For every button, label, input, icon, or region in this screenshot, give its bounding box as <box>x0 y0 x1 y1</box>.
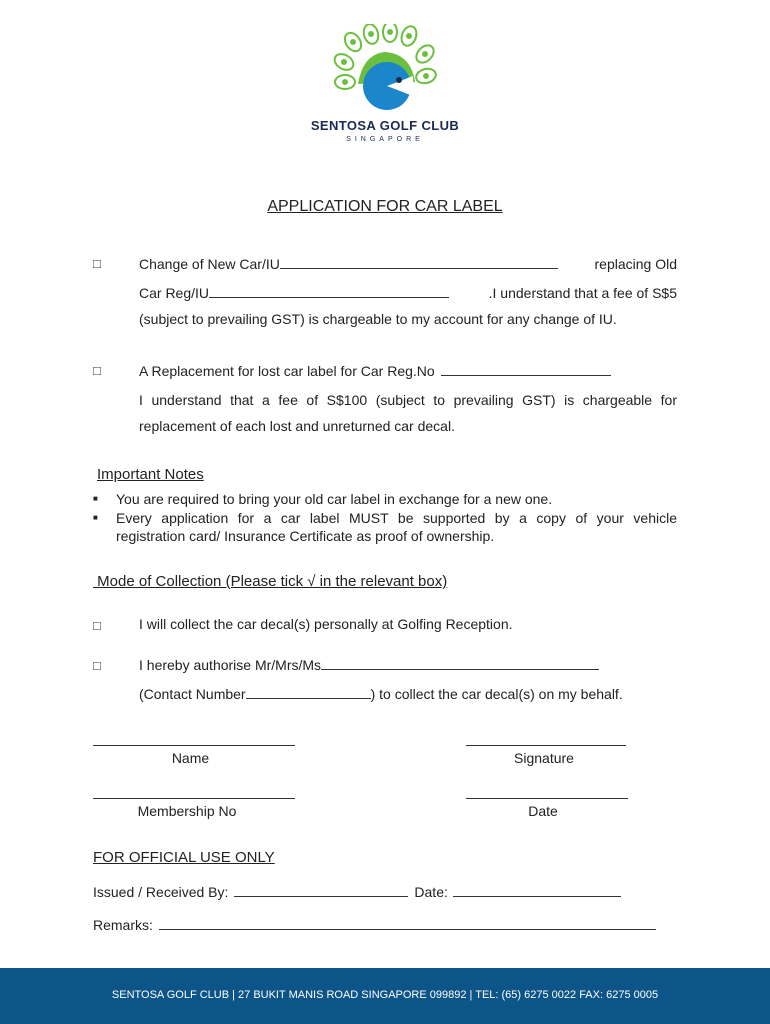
change-car-checkbox[interactable]: □ <box>93 256 101 271</box>
sentosa-peacock-logo <box>333 24 437 120</box>
name-label: Name <box>171 750 210 766</box>
club-location: SINGAPORE <box>346 136 424 143</box>
authorise-label: I hereby authorise Mr/Mrs/Ms <box>139 657 322 673</box>
footer-address: SENTOSA GOLF CLUB | 27 BUKIT MANIS ROAD SINGAPORE 099892 | TEL: (65) 6275 0022 FAX: 6275 0005 <box>111 989 659 1001</box>
form-title: APPLICATION FOR CAR LABEL <box>267 198 503 215</box>
note-proof-line2: registration card/ Insurance Certificate as proof of ownership. <box>116 528 495 544</box>
remarks-line <box>93 916 656 933</box>
change-car-line2 <box>139 284 677 301</box>
replacement-line1 <box>139 362 611 379</box>
issued-label: Issued / Received By: <box>93 884 229 900</box>
official-date-field[interactable] <box>453 883 621 897</box>
replacement-decal-statement: replacement of each lost and unreturned car decal. <box>139 418 455 434</box>
gst-statement: (subject to prevailing GST) is chargeable to my account for any change of IU. <box>139 311 617 327</box>
note-proof-line1: Every application for a car label MUST be supported by a copy of your vehicle <box>116 510 677 526</box>
fee-statement: .I understand that a fee of S$5 <box>488 285 677 301</box>
car-reg-no-field[interactable] <box>441 362 611 376</box>
collect-on-behalf-label: ) to collect the car decal(s) on my behalf. <box>370 686 623 702</box>
bullet-icon: ■ <box>93 513 98 522</box>
issued-line <box>93 883 621 900</box>
issued-field[interactable] <box>234 883 408 897</box>
replacement-label: A Replacement for lost car label for Car Reg.No <box>139 363 435 379</box>
old-car-reg-field[interactable] <box>209 284 449 298</box>
collect-personally-label: I will collect the car decal(s) personally at Golfing Reception. <box>139 616 513 632</box>
remarks-label: Remarks: <box>93 917 153 933</box>
collection-heading: Mode of Collection (Please tick √ in the relevant box) <box>93 573 448 590</box>
authorised-person-field[interactable] <box>321 656 599 670</box>
note-old-label: You are required to bring your old car label in exchange for a new one. <box>116 491 553 507</box>
date-label: Date <box>528 803 558 819</box>
official-use-heading: FOR OFFICIAL USE ONLY <box>93 849 275 866</box>
club-name: SENTOSA GOLF CLUB <box>310 118 460 133</box>
remarks-field[interactable] <box>159 916 656 930</box>
official-date-label: Date: <box>414 884 448 900</box>
replacement-fee-statement: I understand that a fee of S$100 (subject to prevailing GST) is chargeable for <box>139 392 677 408</box>
signature-field[interactable] <box>466 745 626 746</box>
authorise-line2 <box>139 685 623 702</box>
authorise-line1 <box>139 656 599 673</box>
name-field[interactable] <box>93 745 295 746</box>
replacing-old-label: replacing Old <box>594 256 677 272</box>
replacement-checkbox[interactable]: □ <box>93 363 101 378</box>
bullet-icon: ■ <box>93 494 98 503</box>
date-field[interactable] <box>466 798 628 799</box>
authorise-checkbox[interactable]: □ <box>93 658 101 673</box>
contact-number-label: (Contact Number <box>139 686 246 702</box>
collect-personally-checkbox[interactable]: □ <box>93 618 101 633</box>
change-car-line1 <box>139 255 677 272</box>
membership-no-field[interactable] <box>93 798 295 799</box>
important-notes-heading: Important Notes <box>97 466 204 483</box>
signature-label: Signature <box>514 750 574 766</box>
new-car-iu-field[interactable] <box>280 255 558 269</box>
change-car-label: Change of New Car/IU <box>139 256 280 272</box>
membership-no-label: Membership No <box>137 803 237 819</box>
car-reg-label: Car Reg/IU <box>139 285 210 301</box>
contact-number-field[interactable] <box>246 685 371 699</box>
